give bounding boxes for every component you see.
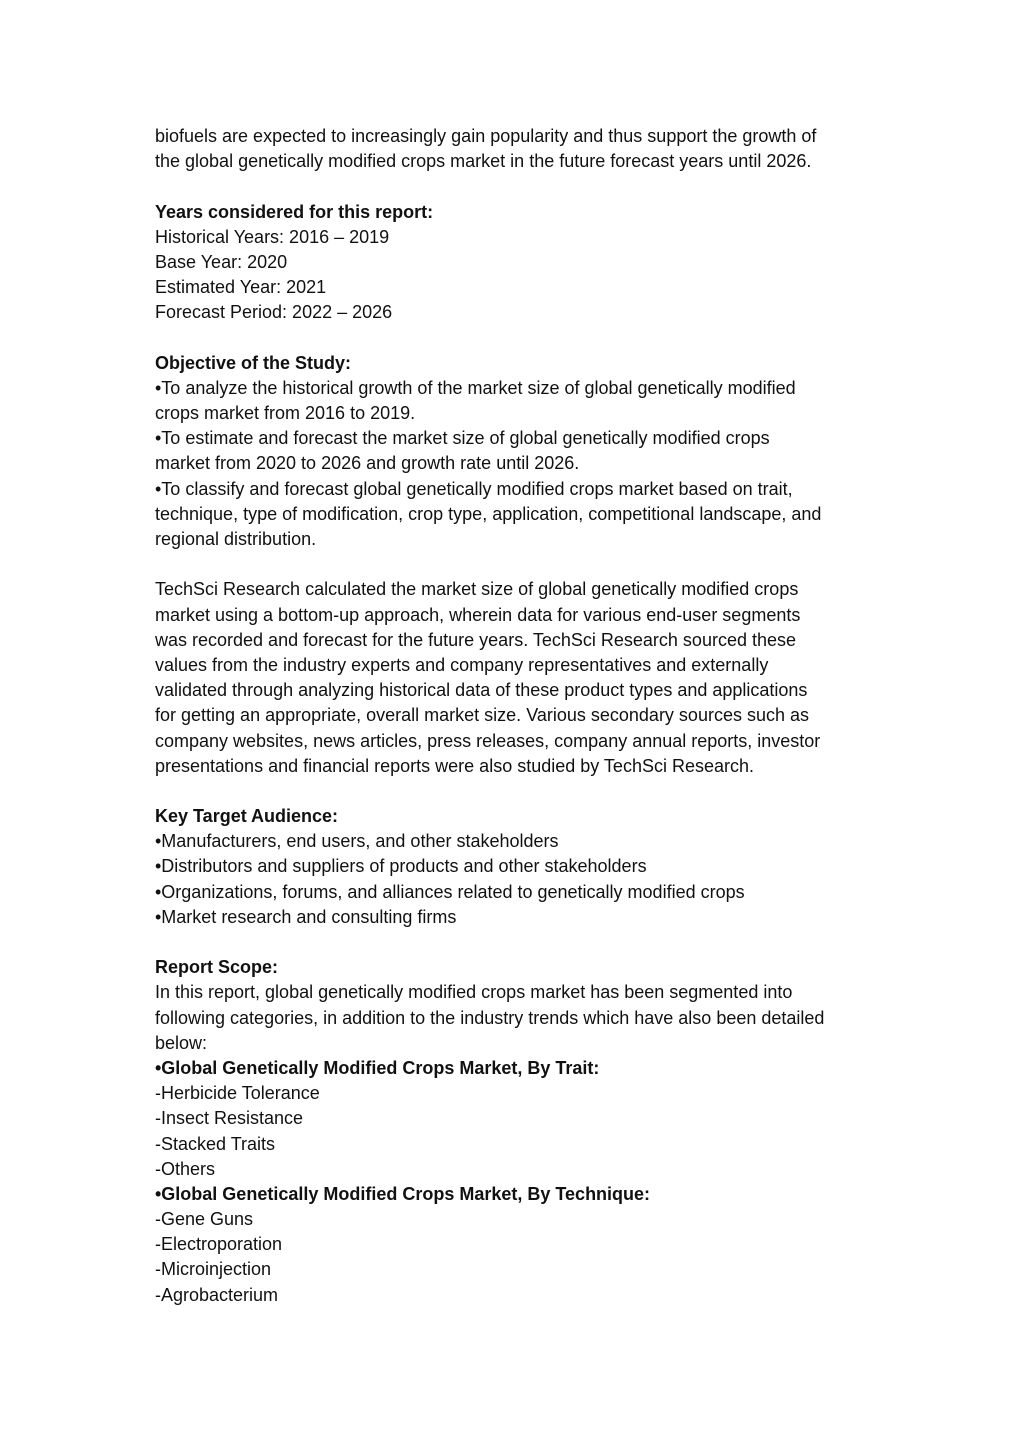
paragraph-gap [155, 779, 875, 804]
intro-line: the global genetically modified crops market in the future forecast years until 2026. [155, 151, 812, 172]
objective-section [155, 351, 875, 553]
intro-line: biofuels are expected to increasingly gain popularity and thus support the growth of [155, 126, 817, 146]
years-item: Forecast Period: 2022 – 2026 [155, 302, 393, 323]
audience-item: •Manufacturers, end users, and other stakeholders [155, 831, 559, 852]
trait-segment-item: -Stacked Traits [155, 1133, 276, 1154]
paragraph-gap [155, 326, 875, 351]
methodology-line: TechSci Research calculated the market size of global genetically modified crops [155, 579, 799, 600]
years-item: Historical Years: 2016 – 2019 [155, 226, 390, 247]
years-item: Estimated Year: 2021 [155, 277, 327, 298]
methodology-line: presentations and financial reports were also studied by TechSci Research. [155, 755, 755, 776]
objective-heading: Objective of the Study: [155, 352, 352, 373]
years-heading: Years considered for this report: [155, 201, 434, 222]
scope-line: In this report, global genetically modified crops market has been segmented into [155, 982, 793, 1003]
methodology-paragraph [155, 577, 875, 779]
methodology-line: market using a bottom-up approach, wherein data for various end-user segments [155, 604, 801, 625]
objective-line: technique, type of modification, crop type, application, competitional landscape, and [155, 503, 822, 524]
scope-line: following categories, in addition to the industry trends which have also been detailed [155, 1007, 825, 1028]
methodology-line: company websites, news articles, press releases, company annual reports, investor [155, 730, 821, 751]
paragraph-gap [155, 930, 875, 955]
document-body [155, 124, 875, 1308]
intro-paragraph [155, 124, 875, 174]
objective-line: crops market from 2016 to 2019. [155, 403, 416, 424]
scope-section [155, 955, 875, 1308]
technique-segment-item: -Electroporation [155, 1234, 283, 1255]
technique-segment-item: -Gene Guns [155, 1209, 254, 1230]
audience-section [155, 804, 875, 930]
objective-line: •To estimate and forecast the market size of global genetically modified crops [155, 428, 770, 449]
trait-segment-item: -Herbicide Tolerance [155, 1083, 320, 1104]
technique-segment-item: -Agrobacterium [155, 1284, 279, 1305]
audience-item: •Market research and consulting firms [155, 906, 457, 927]
methodology-line: validated through analyzing historical data of these product types and applications [155, 680, 808, 701]
methodology-line: for getting an appropriate, overall market size. Various secondary sources such as [155, 705, 809, 726]
paragraph-gap [155, 174, 875, 199]
objective-line: market from 2020 to 2026 and growth rate until 2026. [155, 453, 580, 474]
technique-segment-item: -Microinjection [155, 1259, 272, 1280]
audience-heading: Key Target Audience: [155, 806, 339, 827]
audience-item: •Distributors and suppliers of products and other stakeholders [155, 856, 647, 877]
objective-line: •To classify and forecast global genetically modified crops market based on trait, [155, 478, 793, 499]
scope-heading: Report Scope: [155, 957, 279, 978]
years-section [155, 200, 875, 326]
trait-segment-heading: •Global Genetically Modified Crops Market, By Trait: [155, 1057, 600, 1078]
objective-line: regional distribution. [155, 529, 317, 549]
scope-line: below: [155, 1032, 208, 1053]
trait-segment-item: -Insect Resistance [155, 1108, 304, 1129]
objective-line: •To analyze the historical growth of the market size of global genetically modified [155, 377, 796, 398]
methodology-line: values from the industry experts and company representatives and externally [155, 654, 769, 675]
trait-segment-item: -Others [155, 1158, 216, 1179]
technique-segment-heading: •Global Genetically Modified Crops Market, By Technique: [155, 1183, 651, 1204]
paragraph-gap [155, 552, 875, 577]
years-item: Base Year: 2020 [155, 251, 288, 272]
methodology-line: was recorded and forecast for the future years. TechSci Research sourced these [155, 629, 797, 650]
audience-item: •Organizations, forums, and alliances related to genetically modified crops [155, 881, 745, 902]
